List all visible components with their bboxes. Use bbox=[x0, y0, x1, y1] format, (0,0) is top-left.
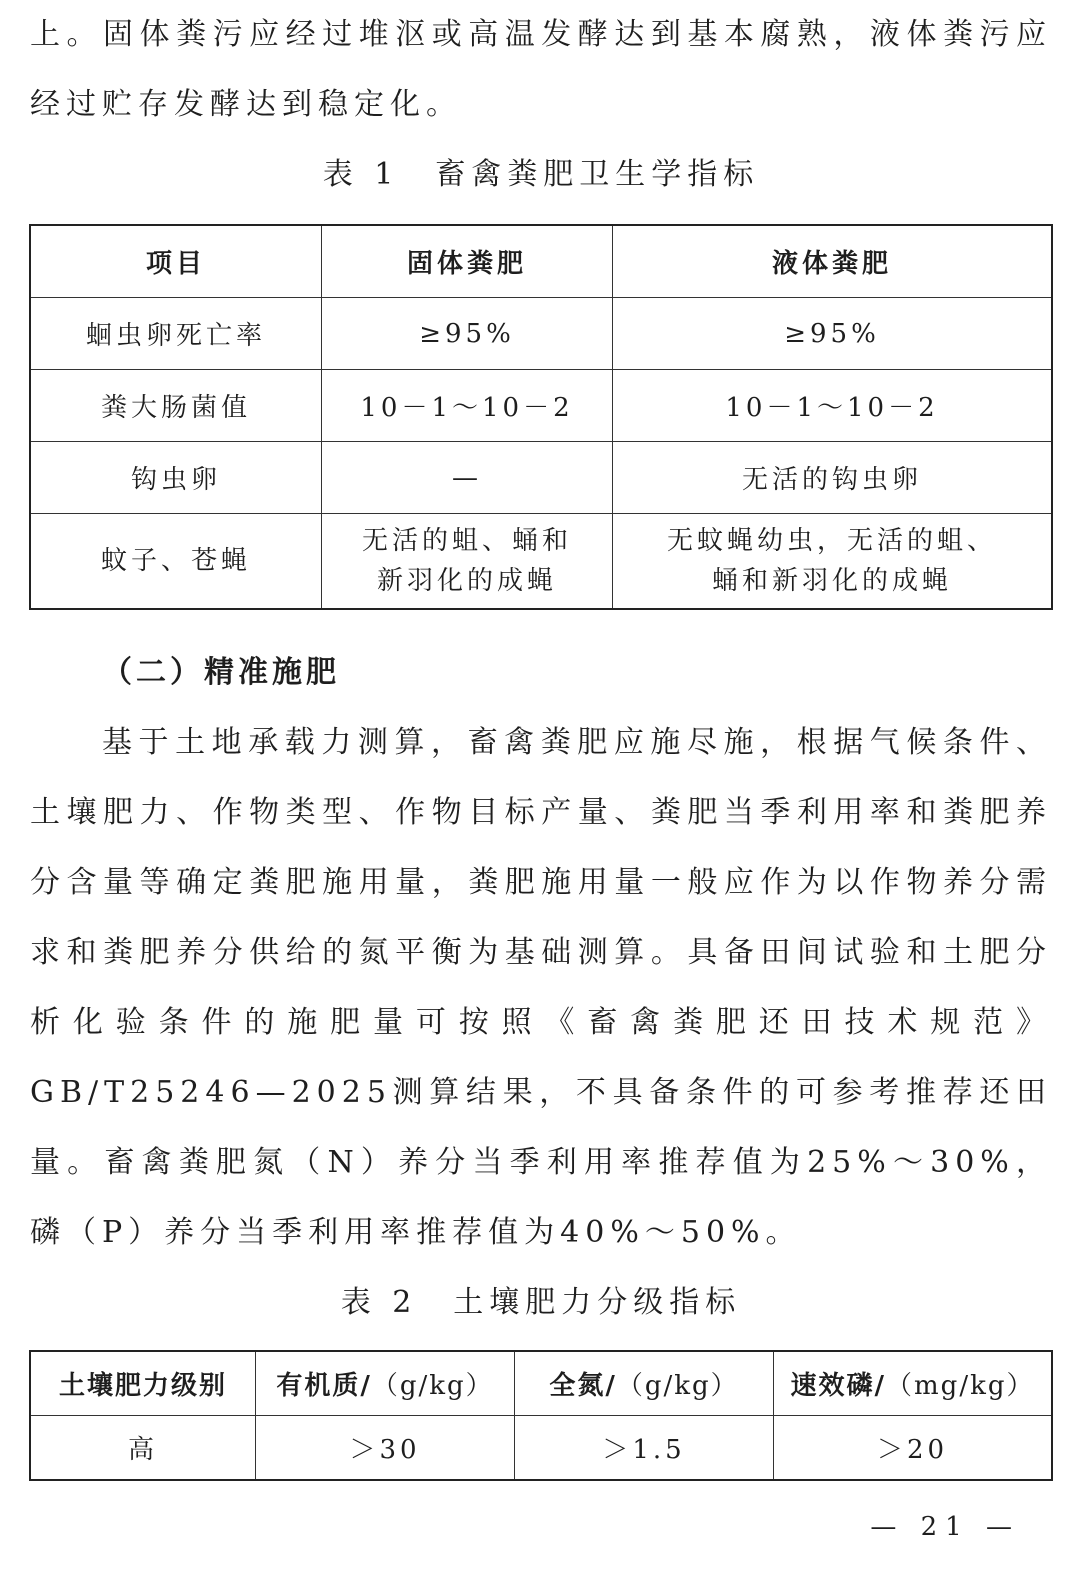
table-cell: 蚊子、苍蝇 bbox=[30, 514, 322, 610]
table-cell: 无活的钩虫卵 bbox=[613, 442, 1053, 514]
table-cell: ＞1.5 bbox=[515, 1416, 774, 1481]
table1-hygiene-indicators bbox=[29, 224, 1053, 610]
table-cell: ≥95% bbox=[322, 298, 613, 370]
table1-caption: 表 1 畜禽粪肥卫生学指标 bbox=[322, 157, 760, 192]
table-header-cell: 速效磷/（mg/kg） bbox=[774, 1351, 1053, 1416]
table-cell: 高 bbox=[30, 1416, 256, 1481]
table2-caption: 表 2 土壤肥力分级指标 bbox=[340, 1285, 742, 1320]
table-cell: ＞20 bbox=[774, 1416, 1053, 1481]
table-cell: — bbox=[322, 442, 613, 514]
table-cell: 粪大肠菌值 bbox=[30, 370, 322, 442]
section-heading: （二）精准施肥 bbox=[102, 655, 340, 690]
page-number: — 21 — bbox=[870, 1512, 1020, 1542]
table-cell: 钩虫卵 bbox=[30, 442, 322, 514]
table-cell: 10－1～10－2 bbox=[613, 370, 1053, 442]
table-header-cell: 土壤肥力级别 bbox=[30, 1351, 256, 1416]
table-row bbox=[30, 298, 1052, 370]
table-header-cell: 固体粪肥 bbox=[322, 225, 613, 298]
intro-paragraph: 上。固体粪污应经过堆沤或高温发酵达到基本腐熟，液体粪污应经过贮存发酵达到稳定化。 bbox=[30, 17, 1052, 122]
table-header-row bbox=[30, 1351, 1052, 1416]
table-cell: 无活的蛆、蛹和新羽化的成蝇 bbox=[322, 514, 613, 610]
page-number-footer bbox=[0, 1512, 1080, 1542]
table-cell: 蛔虫卵死亡率 bbox=[30, 298, 322, 370]
table-row bbox=[30, 514, 1052, 610]
table-row bbox=[30, 442, 1052, 514]
table2-soil-fertility bbox=[29, 1350, 1053, 1481]
table-cell: ＞30 bbox=[256, 1416, 515, 1481]
table-header-cell: 液体粪肥 bbox=[613, 225, 1053, 298]
table-header-cell: 全氮/（g/kg） bbox=[515, 1351, 774, 1416]
table-header-cell: 有机质/（g/kg） bbox=[256, 1351, 515, 1416]
section-paragraph: 基于土地承载力测算，畜禽粪肥应施尽施，根据气候条件、土壤肥力、作物类型、作物目标产量、粪肥当季利用率和粪肥养分含量等确定粪肥施用量，粪肥施用量一般应作为以作物养分需求和粪肥养分供给的氮平衡为基础测算。具备田间试验和土肥分析化验条件的施肥量可按照《畜禽粪肥还田技术规范》GB/T25246—2025测算结果，不具备条件的可参考推荐还田量。畜禽粪肥氮（N）养分当季利用率推荐值为25%～30%，磷（P）养分当季利用率推荐值为40%～50%。 bbox=[30, 725, 1052, 1250]
document-page bbox=[30, 0, 1052, 1481]
table-row bbox=[30, 370, 1052, 442]
table-cell: 10－1～10－2 bbox=[322, 370, 613, 442]
table-row bbox=[30, 1416, 1052, 1481]
table-header-row bbox=[30, 225, 1052, 298]
table-header-cell: 项目 bbox=[30, 225, 322, 298]
table-cell: 无蚊蝇幼虫，无活的蛆、蛹和新羽化的成蝇 bbox=[613, 514, 1053, 610]
table-cell: ≥95% bbox=[613, 298, 1053, 370]
